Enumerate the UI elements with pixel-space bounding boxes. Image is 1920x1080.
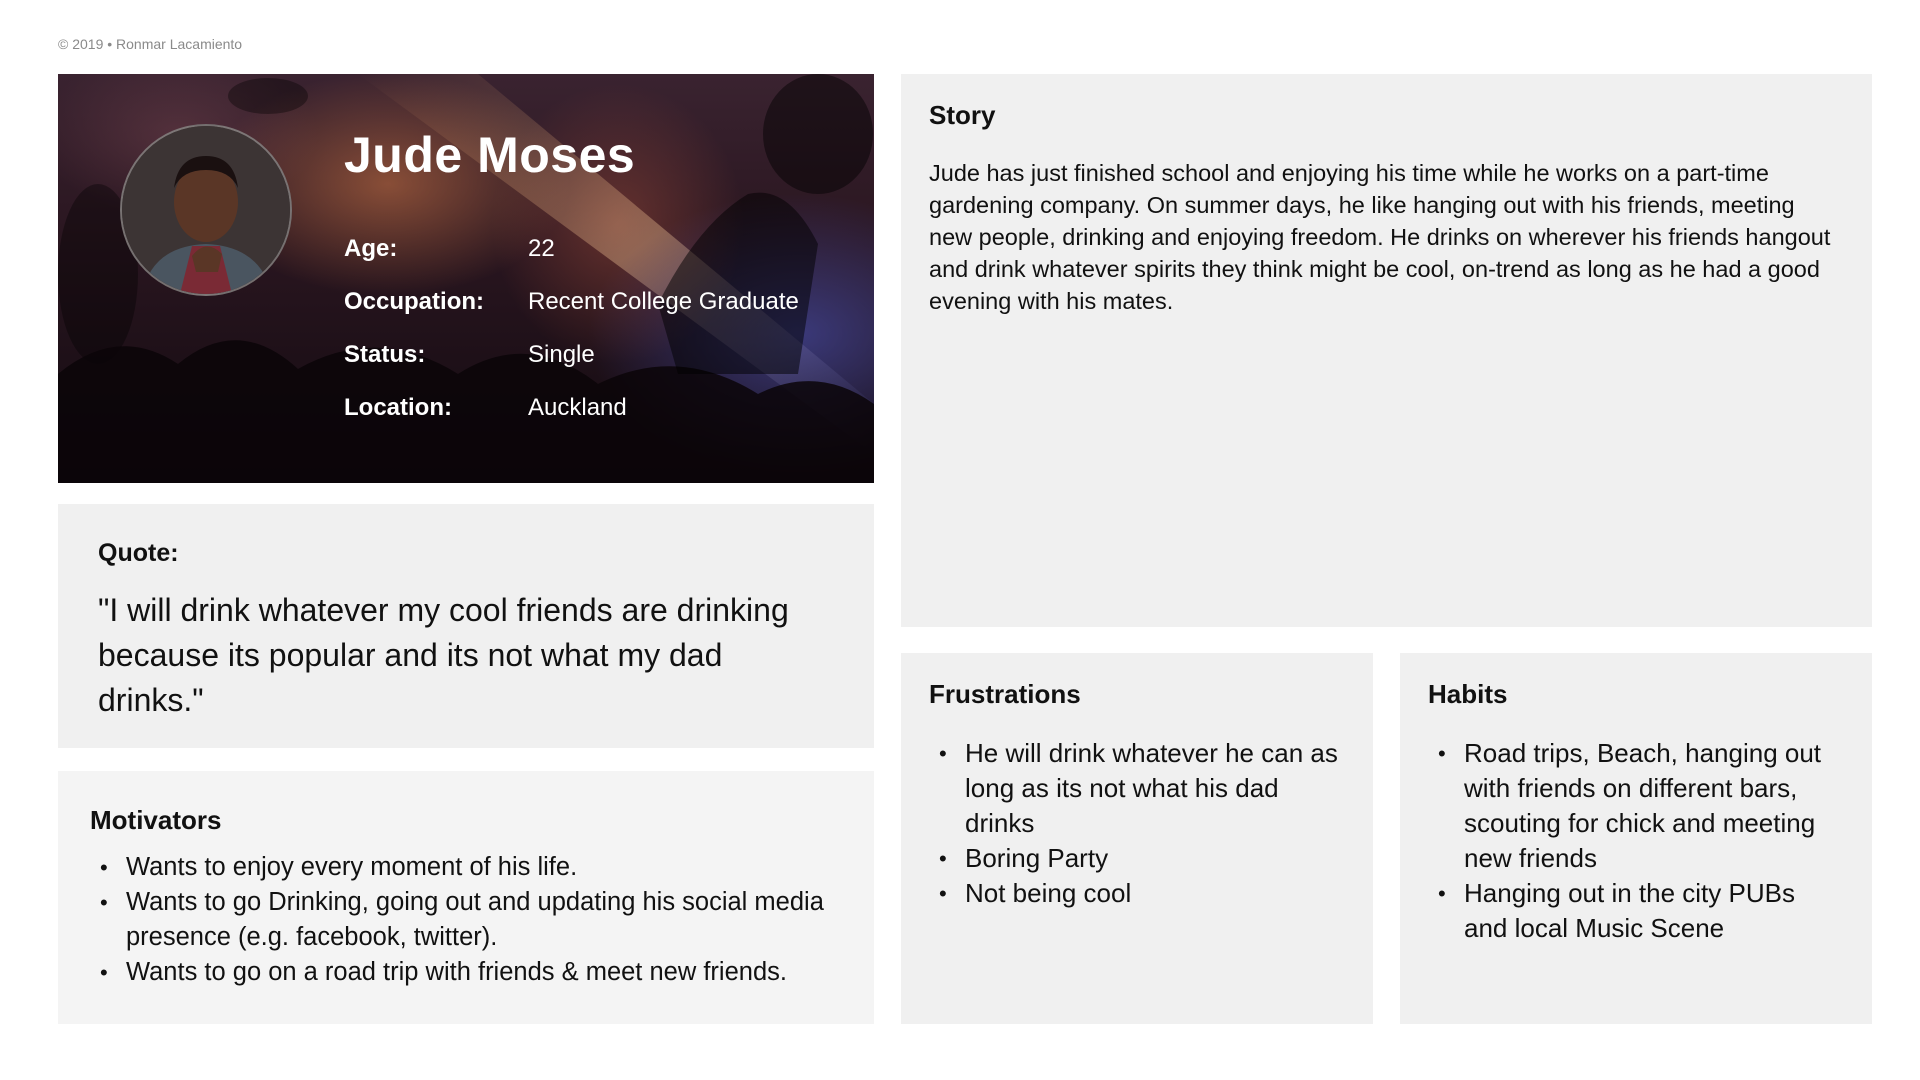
fact-occupation [344, 275, 844, 328]
list-item: • Not being cool [929, 876, 1345, 911]
story-card [901, 74, 1872, 627]
fact-status [344, 328, 844, 381]
avatar [120, 124, 292, 296]
list-item: • Wants to go Drinking, going out and updating his social media presence (e.g. facebook, twitter). [90, 885, 842, 955]
quote-title: Quote: [98, 539, 179, 567]
person-portrait-icon [122, 126, 290, 294]
fact-value: Recent College Graduate [528, 287, 799, 315]
fact-location [344, 381, 844, 434]
motivators-list [90, 850, 842, 990]
frustrations-card [901, 653, 1373, 1024]
list-item: • He will drink whatever he can as long as its not what his dad drinks [929, 736, 1345, 841]
persona-facts [344, 222, 844, 434]
story-title: Story [929, 100, 996, 130]
fact-value: 22 [528, 234, 555, 262]
profile-card [58, 74, 874, 483]
frustrations-title: Frustrations [929, 679, 1081, 709]
list-item: • Road trips, Beach, hanging out with friends on different bars, scouting for chick and meeting new friends [1428, 736, 1844, 876]
story-text: Jude has just finished school and enjoying his time while he works on a part-time gardening company. On summer days, he like hanging out with his friends, meeting new people, drinking and enjoying freedom. He drinks on wherever his friends hangout and drink whatever spirits they think might be cool, on-trend as long as he had a good evening with his mates. [929, 160, 1831, 314]
copyright-text: © 2019 • Ronmar Lacamiento [58, 36, 243, 52]
fact-value: Auckland [528, 393, 627, 421]
habits-list [1428, 736, 1844, 946]
frustrations-list [929, 736, 1345, 911]
list-item: • Boring Party [929, 841, 1345, 876]
habits-title: Habits [1428, 679, 1508, 709]
motivators-title: Motivators [90, 805, 222, 835]
fact-label: Location: [344, 393, 452, 421]
quote-card [58, 504, 874, 748]
list-item: • Hanging out in the city PUBs and local Music Scene [1428, 876, 1844, 946]
quote-text: "I will drink whatever my cool friends are drinking because its popular and its not what my dad drinks." [98, 592, 789, 718]
fact-label: Status: [344, 340, 426, 368]
habits-card [1400, 653, 1872, 1024]
list-item: • Wants to enjoy every moment of his life. [90, 850, 842, 885]
persona-name: Jude Moses [344, 127, 636, 183]
motivators-card [58, 771, 874, 1024]
fact-label: Occupation: [344, 287, 485, 315]
fact-label: Age: [344, 234, 398, 262]
fact-value: Single [528, 340, 595, 368]
fact-age [344, 222, 844, 275]
list-item: • Wants to go on a road trip with friends & meet new friends. [90, 955, 842, 990]
